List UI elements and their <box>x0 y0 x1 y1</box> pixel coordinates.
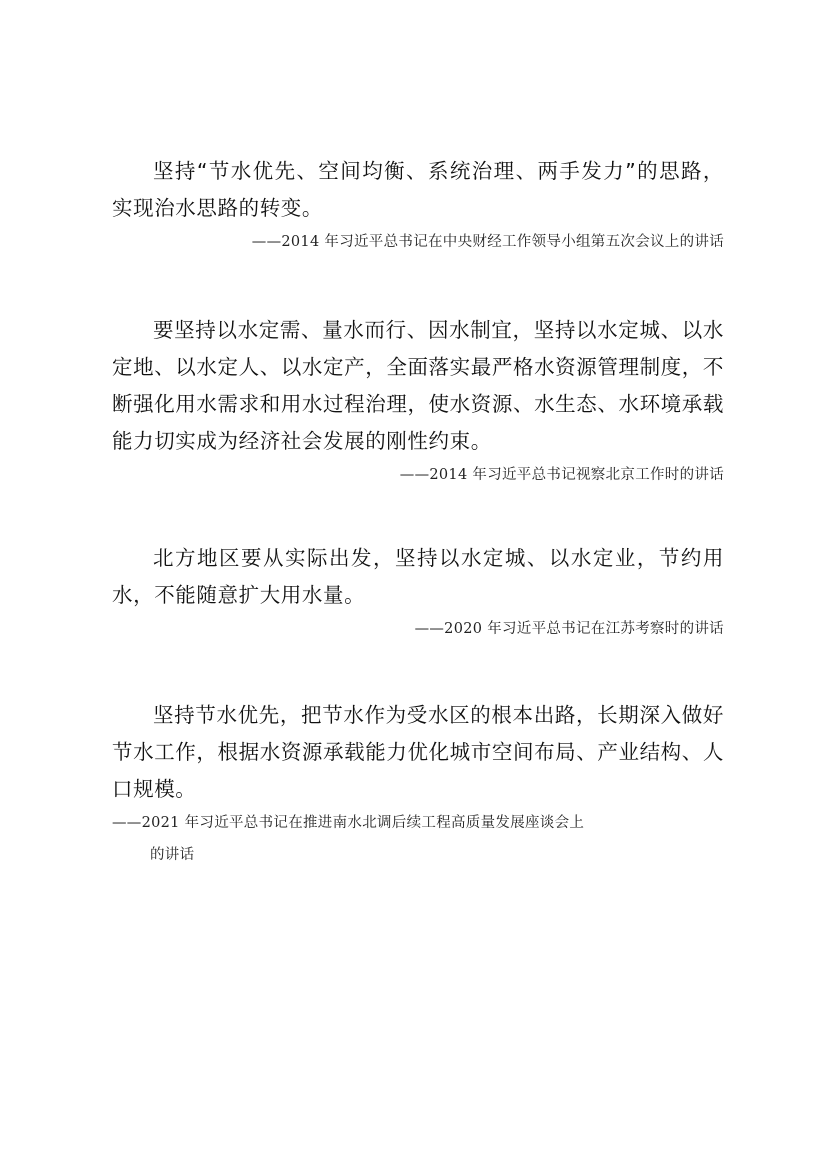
quote-source-line-1: ——2021 年习近平总书记在推进南水北调后续工程高质量发展座谈会上 <box>112 815 585 831</box>
quote-block-4 <box>112 697 724 868</box>
quote-source: ——2014 年习近平总书记在中央财经工作领导小组第五次会议上的讲话 <box>251 234 724 250</box>
quote-text: 坚持“节水优先、空间均衡、系统治理、两手发力”的思路，实现治水思路的转变。 <box>112 159 724 220</box>
quote-text: 北方地区要从实际出发，坚持以水定城、以水定业，节约用水，不能随意扩大用水量。 <box>112 546 724 607</box>
quote-block-1 <box>112 153 724 255</box>
quote-source: ——2014 年习近平总书记视察北京工作时的讲话 <box>399 467 724 483</box>
quote-text: 坚持节水优先，把节水作为受水区的根本出路，长期深入做好节水工作，根据水资源承载能力优化城市空间布局、产业结构、人口规模。 <box>112 703 724 801</box>
quote-source-line-2: 的讲话 <box>150 847 195 863</box>
quote-source <box>112 810 724 868</box>
quote-block-3 <box>112 540 724 642</box>
quote-block-2 <box>112 312 724 488</box>
quote-text: 要坚持以水定需、量水而行、因水制宜，坚持以水定城、以水定地、以水定人、以水定产，全面落实最严格水资源管理制度，不断强化用水需求和用水过程治理，使水资源、水生态、水环境承载能力切实成为经济社会发展的刚性约束。 <box>112 318 724 453</box>
quote-source: ——2020 年习近平总书记在江苏考察时的讲话 <box>414 621 724 637</box>
